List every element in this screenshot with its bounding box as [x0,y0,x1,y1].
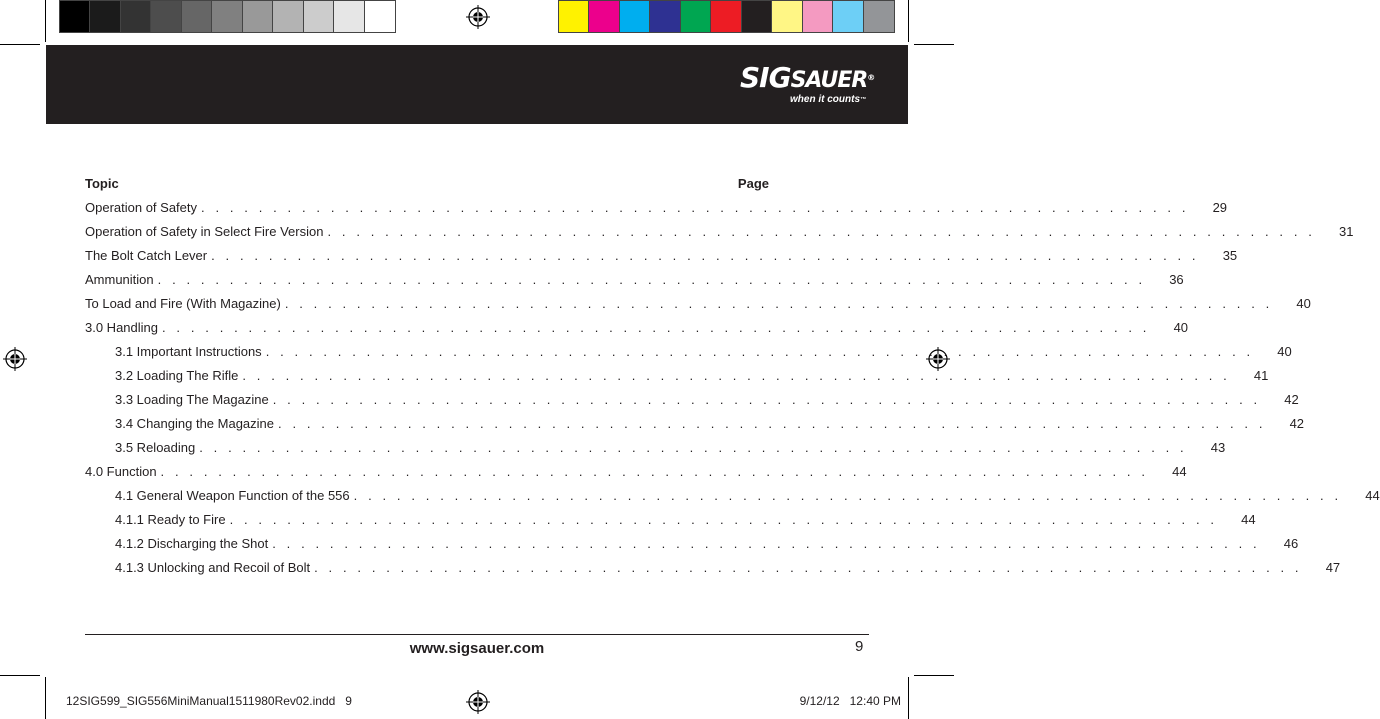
toc-entry-title: 4.1 General Weapon Function of the 556 [115,488,350,503]
toc-leader-dots: . . . . . . . . . . . . . . . . . . . . . . . . . . . . . . . . . . . . . . . . . . . . . . . . . . . . . . . . . . . . . . . . . . . . . [160,464,1149,479]
color-swatch [559,1,589,32]
color-swatch [620,1,650,32]
logo-sauer: SAUER [790,68,868,93]
color-swatch [90,1,120,32]
color-swatch [803,1,833,32]
toc-entry-page: 40 [1277,344,1292,359]
toc-entry-title: Ammunition [85,272,154,287]
registration-mark-icon [466,690,490,714]
toc-entry-page: 29 [1212,200,1228,215]
toc-leader-dots: . . . . . . . . . . . . . . . . . . . . . . . . . . . . . . . . . . . . . . . . . . . . . . . . . . . . . . . . . . . . . . . . . . . . . [278,416,1267,431]
color-swatch [833,1,863,32]
color-swatch [864,1,894,32]
toc-entry-title: 3.0 Handling [85,320,158,335]
footer-url: www.sigsauer.com [409,640,545,657]
toc-header-row [85,172,769,196]
crop-mark [914,675,954,676]
color-swatch [365,1,395,32]
toc-leader-dots: . . . . . . . . . . . . . . . . . . . . . . . . . . . . . . . . . . . . . . . . . . . . . . . . . . . . . . . . . . . . . . . . . . . . . [229,512,1218,527]
tagline-text: when it counts [790,94,860,105]
toc-entry-title: Operation of Safety [85,200,198,215]
toc-entry [85,436,1226,460]
toc-leader-dots: . . . . . . . . . . . . . . . . . . . . . . . . . . . . . . . . . . . . . . . . . . . . . . . . . . . . . . . . . . . . . . . . . . . . . [199,440,1188,455]
color-swatch [772,1,802,32]
toc-entry [85,460,1187,484]
toc-leader-dots: . . . . . . . . . . . . . . . . . . . . . . . . . . . . . . . . . . . . . . . . . . . . . . . . . . . . . . . . . . . . . . . . . . . . . [265,344,1254,359]
toc-entry [85,388,1299,412]
toc-entry [85,292,1311,316]
toc-entry-page: 43 [1210,440,1226,455]
toc-entry-page: 41 [1253,368,1269,383]
process-color-bar [558,0,895,33]
color-swatch [711,1,741,32]
toc-entry [85,484,1380,508]
toc-entry-page: 35 [1222,248,1238,263]
color-swatch [742,1,772,32]
crop-mark [0,44,40,45]
toc-leader-dots: . . . . . . . . . . . . . . . . . . . . . . . . . . . . . . . . . . . . . . . . . . . . . . . . . . . . . . . . . . . . . . . . . . . . . [327,224,1316,239]
table-of-contents [85,172,1380,580]
logo-sig: SIG [740,61,791,94]
toc-entry [85,316,1189,340]
color-swatch [60,1,90,32]
toc-leader-dots: . . . . . . . . . . . . . . . . . . . . . . . . . . . . . . . . . . . . . . . . . . . . . . . . . . . . . . . . . . . . . . . . . . . . . [211,248,1200,263]
crop-mark [908,677,909,719]
color-swatch [243,1,273,32]
toc-entry-title: 4.0 Function [85,464,157,479]
color-swatch [121,1,151,32]
toc-entry-page: 42 [1289,416,1305,431]
toc-entry [85,508,1256,532]
tagline-trademark: ™ [860,97,866,103]
sig-sauer-logo [740,61,875,109]
toc-entry-page: 31 [1339,224,1354,239]
grayscale-color-bar [59,0,396,33]
toc-entry-title: 3.1 Important Instructions [115,344,262,359]
toc-entry-title: 3.4 Changing the Magazine [115,416,275,431]
toc-entry [85,340,1292,364]
toc-page-header: Page [737,176,769,191]
color-swatch [334,1,364,32]
toc-leader-dots: . . . . . . . . . . . . . . . . . . . . . . . . . . . . . . . . . . . . . . . . . . . . . . . . . . . . . . . . . . . . . . . . . . . . . [162,320,1151,335]
color-swatch [151,1,181,32]
toc-entries [85,196,1380,580]
color-swatch [304,1,334,32]
logo-registered-mark: ® [867,73,875,82]
toc-entry [85,532,1299,556]
toc-leader-dots: . . . . . . . . . . . . . . . . . . . . . . . . . . . . . . . . . . . . . . . . . . . . . . . . . . . . . . . . . . . . . . . . . . . . . [242,368,1231,383]
footer-rule [85,634,869,635]
toc-leader-dots: . . . . . . . . . . . . . . . . . . . . . . . . . . . . . . . . . . . . . . . . . . . . . . . . . . . . . . . . . . . . . . . . . . . . . [157,272,1146,287]
toc-entry [85,268,1184,292]
toc-entry [85,556,1341,580]
crop-mark [45,0,46,42]
toc-leader-dots: . . . . . . . . . . . . . . . . . . . . . . . . . . . . . . . . . . . . . . . . . . . . . . . . . . . . . . . . . . . . . . . . . . . . . [314,560,1303,575]
toc-entry-page: 40 [1173,320,1189,335]
toc-entry-title: To Load and Fire (With Magazine) [85,296,281,311]
color-swatch [182,1,212,32]
toc-leader-dots: . . . . . . . . . . . . . . . . . . . . . . . . . . . . . . . . . . . . . . . . . . . . . . . . . . . . . . . . . . . . . . . . . . . . . [272,392,1261,407]
toc-entry [85,364,1269,388]
toc-entry-title: The Bolt Catch Lever [85,248,208,263]
toc-entry-page: 44 [1365,488,1380,503]
toc-entry-title: Operation of Safety in Select Fire Version [85,224,324,239]
toc-entry-page: 44 [1172,464,1187,479]
color-swatch [212,1,242,32]
toc-topic-header: Topic [85,176,119,191]
toc-entry-title: 3.5 Reloading [115,440,196,455]
toc-leader-dots: . . . . . . . . . . . . . . . . . . . . . . . . . . . . . . . . . . . . . . . . . . . . . . . . . . . . . . . . . . . . . . . . . . . . . [201,200,1190,215]
toc-entry-title: 4.1.3 Unlocking and Recoil of Bolt [115,560,311,575]
toc-entry-page: 36 [1169,272,1184,287]
toc-entry [85,196,1228,220]
header-band [46,45,908,124]
toc-entry-page: 44 [1241,512,1256,527]
color-swatch [681,1,711,32]
logo-wordmark [740,61,875,96]
crop-mark [908,0,909,42]
registration-mark-icon [3,347,27,371]
page-number: 9 [855,638,864,655]
registration-mark-icon [466,5,490,29]
slug-filename: 12SIG599_SIG556MiniManual1511980Rev02.indd 9 [66,694,352,708]
toc-entry [85,220,1354,244]
color-swatch [650,1,680,32]
toc-entry-title: 3.2 Loading The Rifle [115,368,239,383]
toc-entry-title: 4.1.1 Ready to Fire [115,512,226,527]
toc-entry-page: 46 [1283,536,1299,551]
toc-entry-page: 42 [1284,392,1299,407]
crop-mark [45,677,46,719]
color-swatch [589,1,619,32]
toc-entry-title: 3.3 Loading The Magazine [115,392,269,407]
toc-entry-page: 40 [1296,296,1311,311]
toc-leader-dots: . . . . . . . . . . . . . . . . . . . . . . . . . . . . . . . . . . . . . . . . . . . . . . . . . . . . . . . . . . . . . . . . . . . . . [272,536,1261,551]
toc-entry [85,412,1305,436]
crop-mark [0,675,40,676]
toc-entry [85,244,1238,268]
toc-entry-title: 4.1.2 Discharging the Shot [115,536,269,551]
toc-leader-dots: . . . . . . . . . . . . . . . . . . . . . . . . . . . . . . . . . . . . . . . . . . . . . . . . . . . . . . . . . . . . . . . . . . . . . [353,488,1342,503]
crop-mark [914,44,954,45]
toc-leader-dots: . . . . . . . . . . . . . . . . . . . . . . . . . . . . . . . . . . . . . . . . . . . . . . . . . . . . . . . . . . . . . . . . . . . . . [284,296,1273,311]
color-swatch [273,1,303,32]
slug-datetime: 9/12/12 12:40 PM [799,694,901,708]
toc-entry-page: 47 [1325,560,1341,575]
